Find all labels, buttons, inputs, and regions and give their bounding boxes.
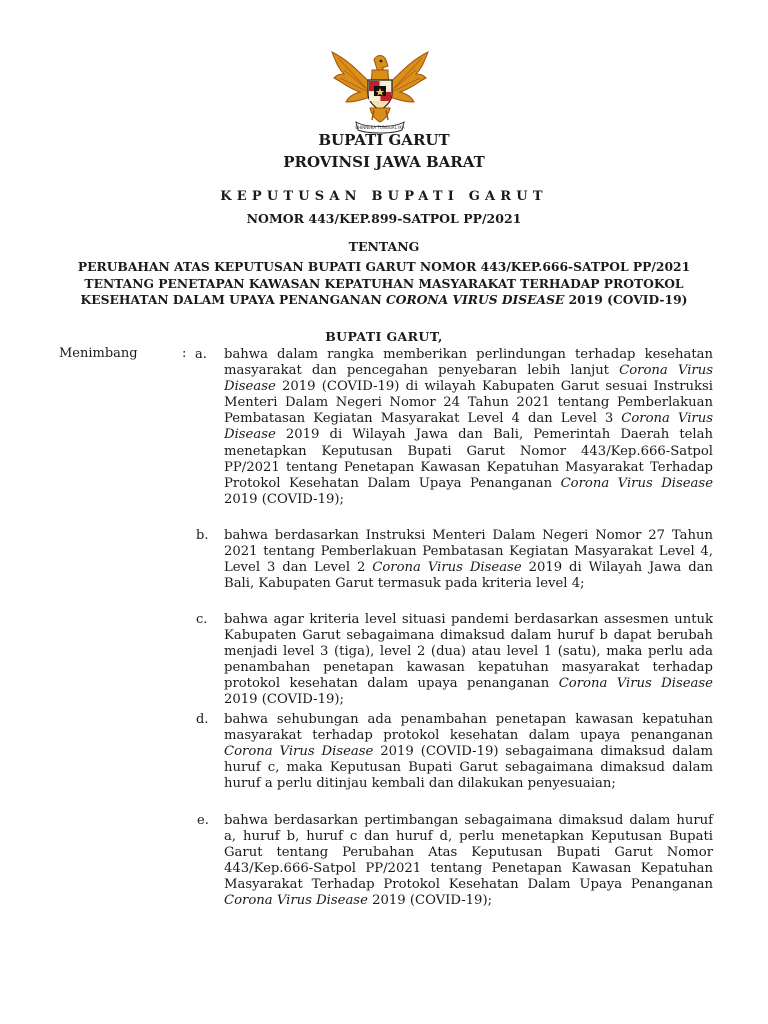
issuer-heading: BUPATI GARUT, <box>325 329 443 344</box>
text-run: bahwa berdasarkan Instruksi Menteri Dalam Negeri Nomor 27 Tahun 2021 tentang Pemberlakuan Pembatasan Kegiatan Masyarakat Level 4, Level 3 dan Level 2 <box>224 528 713 576</box>
subject-line-1: PERUBAHAN ATAS KEPUTUSAN BUPATI GARUT NOMOR 443/KEP.666-SATPOL PP/2021 <box>77 259 691 274</box>
item-letter-d: d. <box>196 712 209 727</box>
item-text-d <box>224 712 713 792</box>
item-text-b <box>224 528 713 592</box>
italic-term: Corona Virus Disease <box>372 560 522 576</box>
italic-term: Corona Virus Disease <box>224 411 713 443</box>
item-letter-b: b. <box>196 528 209 543</box>
considering-colon: : <box>182 346 187 361</box>
subject-line-3 <box>0 292 768 307</box>
text-run: 2019 (COVID-19); <box>367 893 493 909</box>
italic-term: Corona Virus Disease <box>224 893 368 909</box>
decree-number: NOMOR 443/KEP.899-SATPOL PP/2021 <box>246 211 522 226</box>
text-run: 2019 di Wilayah Jawa dan Bali, Kabupaten Garut termasuk pada kriteria level 4; <box>224 560 714 592</box>
province-title: PROVINSI JAWA BARAT <box>283 153 485 171</box>
item-letter-a: a. <box>195 347 207 362</box>
text-run: 2019 di Wilayah Jawa dan Bali, Pemerintah Daerah telah menetapkan Keputusan Bupati Garut Nomor 443/Kep.666-Satpol PP/2021 tentang Penetapan Kawasan Kepatuhan Masyarakat Terhadap Protokol Kesehatan Dalam Upaya Penanganan <box>224 427 713 491</box>
item-letter-c: c. <box>196 612 208 627</box>
text-run: 2019 (COVID-19) sebagaimana dimaksud dalam huruf c, maka Keputusan Bupati Garut sebagaimana dimaksud dalam huruf a perlu ditinjau kembali dan dilakukan penyesuaian; <box>224 744 713 792</box>
subject-line-3-start: KESEHATAN DALAM UPAYA PENANGANAN <box>80 292 386 307</box>
authority-title: BUPATI GARUT <box>318 131 450 149</box>
text-run: 2019 (COVID-19); <box>224 692 344 708</box>
text-run: bahwa sehubungan ada penambahan penetapan kawasan kepatuhan masyarakat terhadap protokol kesehatan dalam upaya penanganan <box>224 712 713 744</box>
item-text-e <box>224 813 713 910</box>
subject-line-2: TENTANG PENETAPAN KAWASAN KEPATUHAN MASYARAKAT TERHADAP PROTOKOL <box>84 276 684 291</box>
item-text-c <box>224 612 713 709</box>
considering-label: Menimbang <box>59 346 138 361</box>
item-text-a <box>224 347 713 508</box>
italic-term: Corona Virus Disease <box>224 744 374 760</box>
decree-title: KEPUTUSAN BUPATI GARUT <box>220 189 548 204</box>
text-run: bahwa agar kriteria level situasi pandemi berdasarkan assesmen untuk Kabupaten Garut sebagaimana dimaksud dalam huruf b dapat berubah menjadi level 3 (tiga), level 2 (dua) atau level 1 (satu), maka perlu ada penambahan penetapan kawasan kepatuhan masyarakat terhadap protokol kesehatan dalam upaya penanganan <box>224 612 713 692</box>
svg-text:BHINNEKA TUNGGAL IKA: BHINNEKA TUNGGAL IKA <box>355 125 405 130</box>
italic-term: Corona Virus Disease <box>224 363 713 395</box>
italic-term: Corona Virus Disease <box>560 475 713 491</box>
about-heading: TENTANG <box>348 239 420 254</box>
garuda-emblem-icon <box>326 48 434 134</box>
text-run: 2019 (COVID-19) di wilayah Kabupaten Garut sesuai Instruksi Menteri Dalam Negeri Nomor 24 Tahun 2021 tentang Pemberlakuan Pembatasan Kegiatan Masyarakat Level 4 dan Level 3 <box>224 379 713 427</box>
text-run: 2019 (COVID-19); <box>224 491 344 507</box>
subject-line-3-italic: CORONA VIRUS DISEASE <box>385 292 565 307</box>
text-run: bahwa berdasarkan pertimbangan sebagaimana dimaksud dalam huruf a, huruf b, huruf c dan huruf d, perlu menetapkan Keputusan Bupati Garut tentang Perubahan Atas Keputusan Bupati Garut Nomor 443/Kep.666-Satpol PP/2021 tentang Penetapan Kawasan Kepatuhan Masyarakat Terhadap Protokol Kesehatan Dalam Upaya Penanganan <box>224 813 713 893</box>
item-letter-e: e. <box>197 813 209 828</box>
italic-term: Corona Virus Disease <box>558 676 713 692</box>
text-run: bahwa dalam rangka memberikan perlindungan terhadap kesehatan masyarakat dan pencegahan penyebaran lebih lanjut <box>224 347 713 379</box>
subject-line-3-end: 2019 (COVID-19) <box>564 292 688 307</box>
